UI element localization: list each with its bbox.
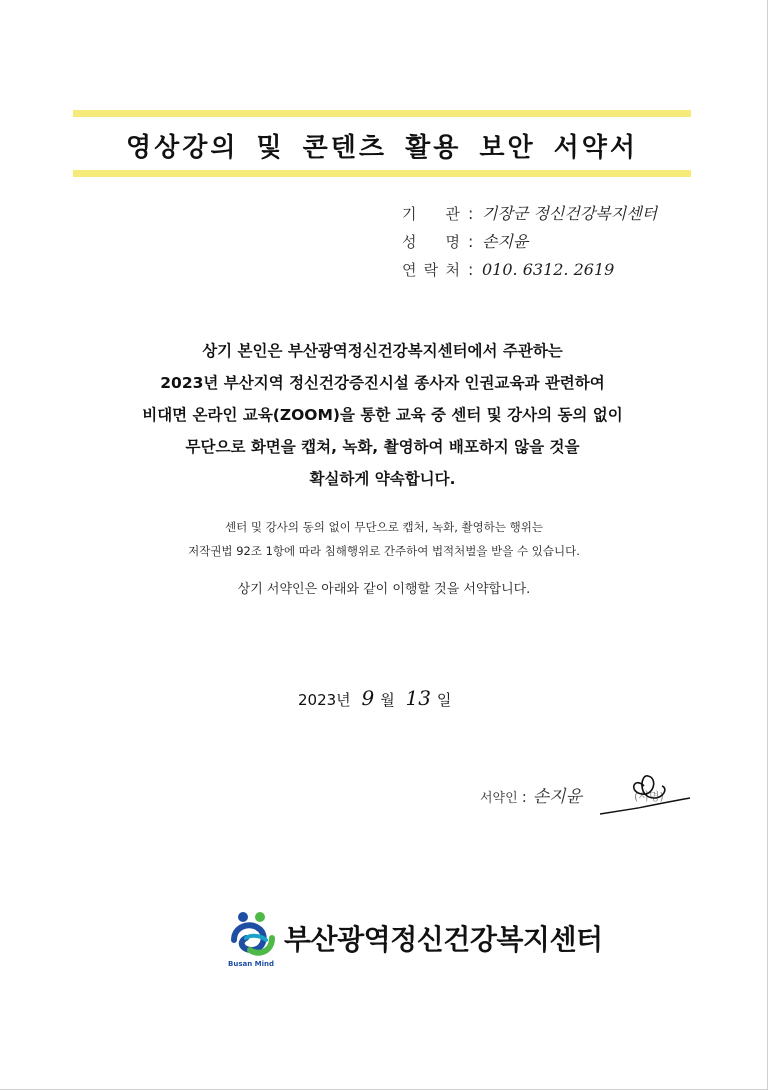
oath-statement: 상기 서약인은 아래와 같이 이행할 것을 서약합니다. [237,582,531,597]
warning-line: 저작권법 92조 1항에 따라 침해행위로 간주하여 법적처벌을 받을 수 있습니다. [188,544,580,558]
signer-line [480,782,582,812]
warning-line: 센터 및 강사의 동의 없이 무단으로 캡처, 녹화, 촬영하는 행위는 [225,520,543,534]
info-label-organization: 기 관 [402,205,460,223]
legal-warning [60,515,708,563]
info-value-name: 손지윤 [482,232,529,251]
signer-colon: : [521,788,527,806]
busan-mind-logo-icon [228,910,282,970]
title-band-bottom [73,170,691,177]
pledge-paragraph [60,335,705,495]
title-band-top [73,110,691,117]
info-value-contact: 010. 6312. 2619 [482,260,615,279]
logo-mark-text: Busan Mind [228,960,274,968]
date-month: 9 [361,686,375,710]
info-colon: : [468,260,474,279]
pledge-line: 확실하게 약속합니다. [309,470,456,488]
info-label-name: 성 명 [402,233,460,251]
date-day-unit: 일 [436,691,452,709]
document-title: 영상강의 및 콘텐츠 활용 보안 서약서 [126,133,638,163]
info-label-contact: 연 락 처 [402,261,460,279]
pledge-line: 상기 본인은 부산광역정신건강복지센터에서 주관하는 [202,342,563,360]
pledge-line: 2023년 부산지역 정신건강증진시설 종사자 인권교육과 관련하여 [160,374,605,392]
organization-name: 부산광역정신건강복지센터 [284,923,603,956]
signer-name: 손지윤 [532,787,583,807]
date-month-unit: 월 [380,691,395,709]
date-year: 2023년 [298,691,351,709]
info-value-organization: 기장군 정신건강복지센터 [482,204,658,223]
handwritten-signature [598,768,698,818]
pledge-line: 무단으로 화면을 캡쳐, 녹화, 촬영하여 배포하지 않을 것을 [185,438,580,456]
info-colon: : [468,232,474,251]
date-day: 13 [405,686,431,710]
signer-label: 서약인 [480,791,518,806]
seal-placeholder-text: (서명) [634,790,664,803]
pledge-line: 비대면 온라인 교육(ZOOM)을 통한 교육 중 센터 및 강사의 동의 없이 [142,406,623,424]
info-colon: : [468,204,474,223]
signing-date [298,682,451,714]
